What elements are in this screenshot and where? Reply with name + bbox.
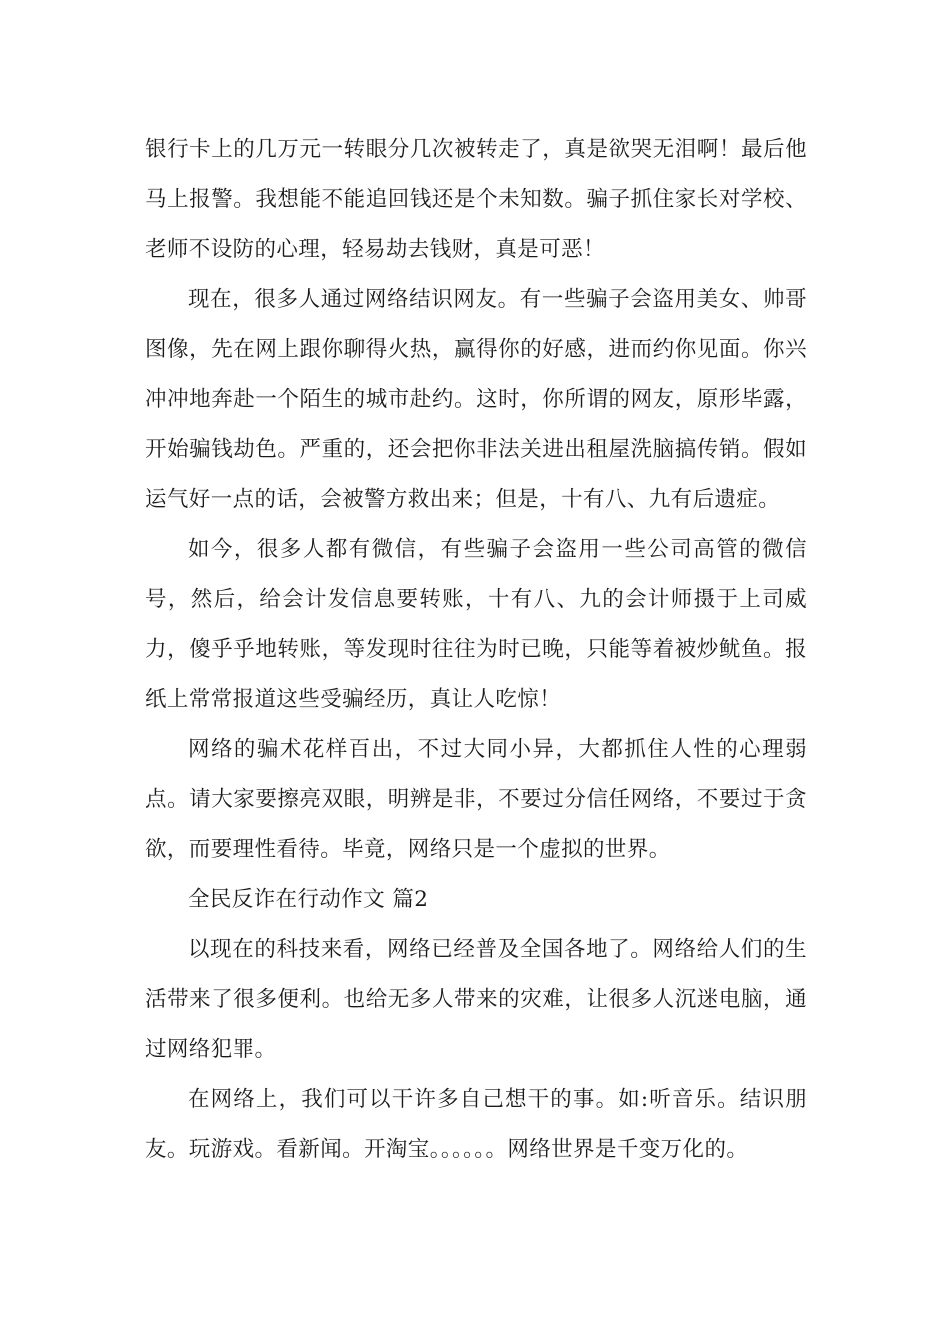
section-heading: 全民反诈在行动作文 篇2 [188, 887, 429, 912]
paragraph-6: 在网络上，我们可以干许多自己想干的事。如:听音乐。结识朋友。玩游戏。看新闻。开淘宝。。。。。。网络世界是千变万化的。 [145, 1087, 807, 1162]
document-page [145, 125, 807, 1175]
paragraph-3: 如今，很多人都有微信，有些骗子会盗用一些公司高管的微信号，然后，给会计发信息要转账，十有八、九的会计师摄于上司威力，傻乎乎地转账，等发现时往往为时已晚，只能等着被炒鱿鱼。报纸上常常报道这些受骗经历，真让人吃惊！ [145, 537, 807, 712]
paragraph-5: 以现在的科技来看，网络已经普及全国各地了。网络给人们的生活带来了很多便利。也给无多人带来的灾难，让很多人沉迷电脑，通过网络犯罪。 [145, 937, 807, 1062]
paragraph-2: 现在，很多人通过网络结识网友。有一些骗子会盗用美女、帅哥图像，先在网上跟你聊得火热，赢得你的好感，进而约你见面。你兴冲冲地奔赴一个陌生的城市赴约。这时，你所谓的网友，原形毕露，开始骗钱劫色。严重的，还会把你非法关进出租屋洗脑搞传销。假如运气好一点的话，会被警方救出来；但是，十有八、九有后遗症。 [145, 287, 807, 512]
paragraph-1: 银行卡上的几万元一转眼分几次被转走了，真是欲哭无泪啊！最后他马上报警。我想能不能追回钱还是个未知数。骗子抓住家长对学校、老师不设防的心理，轻易劫去钱财，真是可恶！ [145, 137, 807, 262]
paragraph-4: 网络的骗术花样百出，不过大同小异，大都抓住人性的心理弱点。请大家要擦亮双眼，明辨是非，不要过分信任网络，不要过于贪欲，而要理性看待。毕竟，网络只是一个虚拟的世界。 [145, 737, 807, 862]
